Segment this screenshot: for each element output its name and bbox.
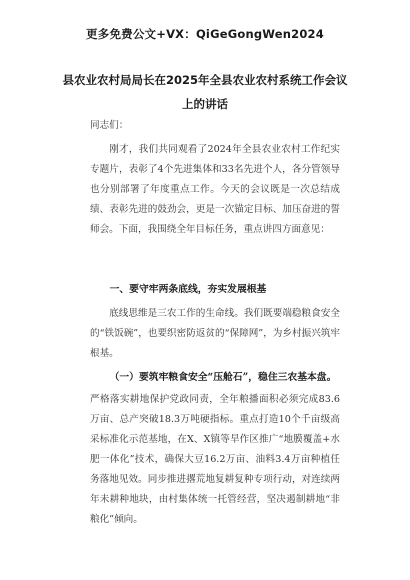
promo-banner: 更多免费公文+VX：QiGeGongWen2024 [86,27,324,41]
subsection-1-paragraph: 严格落实耕地保护党政同责，全年粮播面积必须完成83.6万亩、总产突破18.3万吨硬指标。重点打造10个千亩级高采标准化示范基地，在X、X镇等旱作区推广“地膜覆盖+水肥一体化”技术，确保大豆16.2万亩、油料3.4万亩种植任务落地见效。同步推进撂荒地复耕复种专项行动，对连续两年未耕种地块，由村集体统一托管经营，坚决遏制耕地“非粮化”倾向。 [90,394,340,525]
opening-paragraph: 刚才，我们共同观看了2024年全县农业农村工作纪实专题片，表彰了4个先进集体和33名先进个人，各分管领导也分别部署了年度重点工作。今天的会议既是一次总结成绩、表彰先进的鼓劲会，更是一次锚定目标、加压奋进的誓师会。下面，我围绕全年目标任务，重点讲四方面意见： [90,144,340,235]
salutation: 同志们： [90,120,129,131]
subsection-heading-1: （一）要筑牢粮食安全“压舱石”，稳住三农基本盘。 [109,372,337,383]
section-1-paragraph: 底线思维是三农工作的生命线。我们既要端稳粮食安全的“铁饭碗”，也要织密防返贫的“保障网”，为乡村振兴筑牢根基。 [90,308,340,359]
section-heading-1: 一、要守牢两条底线，夯实发展根基 [109,284,267,295]
speech-title: 县农业农村局局长在2025年全县农业农村系统工作会议上的讲话 [62,73,348,111]
